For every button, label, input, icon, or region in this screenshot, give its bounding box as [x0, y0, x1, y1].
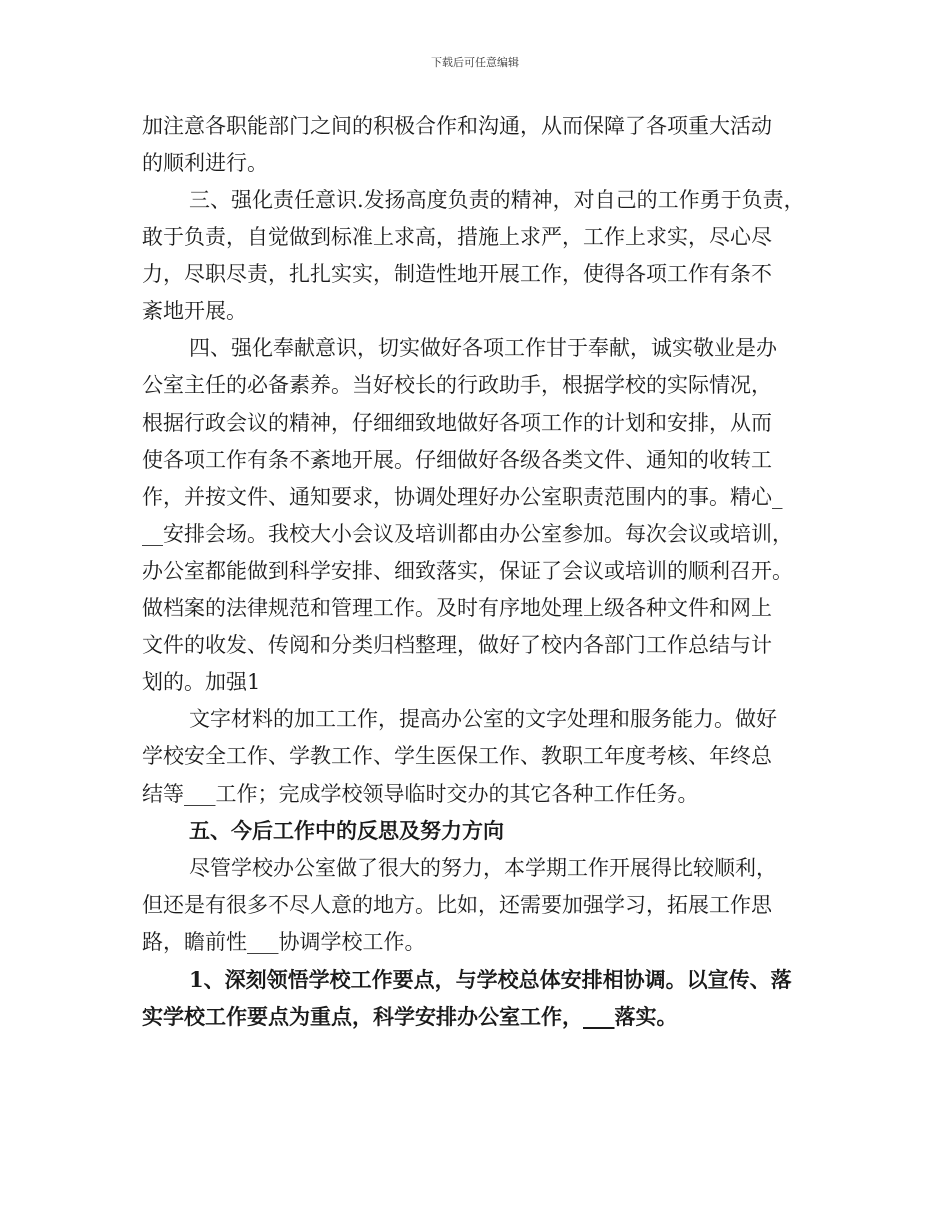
body-line: 但还是有很多不尽人意的地方。比如，还需要加强学习，拓展工作思 — [142, 893, 772, 917]
body-line: 文字材料的加工工作，提高办公室的文字处理和服务能力。做好 — [189, 707, 777, 731]
body-line: 划的。加强1 — [142, 670, 261, 694]
body-line: __安排会场。我校大小会议及培训都由办公室参加。每次会议或培训， — [142, 522, 793, 546]
body-line: 作，并按文件、通知要求，协调处理好办公室职责范围内的事。精心_ — [142, 485, 783, 509]
section-four-line: 四、强化奉献意识，切实做好各项工作甘于奉献，诚实敬业是办 — [189, 336, 777, 360]
body-line: 尽管学校办公室做了很大的努力，本学期工作开展得比较顺利， — [189, 856, 777, 880]
body-line: 路，瞻前性___协调学校工作。 — [142, 930, 426, 954]
body-line: 使各项工作有条不紊地开展。仔细做好各级各类文件、通知的收转工 — [142, 448, 772, 472]
body-line: 敢于负责，自觉做到标准上求高，措施上求严，工作上求实，尽心尽 — [142, 225, 772, 249]
body-line: 力，尽职尽责，扎扎实实，制造性地开展工作，使得各项工作有条不 — [142, 262, 772, 286]
body-line: 学校安全工作、学教工作、学生医保工作、教职工年度考核、年终总 — [142, 744, 772, 768]
body-line: 公室主任的必备素养。当好校长的行政助手，根据学校的实际情况， — [142, 373, 772, 397]
body-line: 的顺利进行。 — [142, 151, 268, 175]
body-line: 做档案的法律规范和管理工作。及时有序地处理上级各种文件和网上 — [142, 596, 772, 620]
body-line: 办公室都能做到科学安排、细致落实，保证了会议或培训的顺利召开。 — [142, 559, 793, 583]
point-one-line: 实学校工作要点为重点，科学安排办公室工作，___落实。 — [142, 1004, 678, 1029]
body-line: 根据行政会议的精神，仔细细致地做好各项工作的计划和安排，从而 — [142, 411, 772, 435]
body-line: 加注意各职能部门之间的积极合作和沟通，从而保障了各项重大活动 — [142, 114, 772, 138]
section-three-line: 三、强化责任意识.发扬高度负责的精神，对自己的工作勇于负责， — [189, 188, 805, 212]
body-line: 结等___工作；完成学校领导临时交办的其它各种工作任务。 — [142, 782, 699, 806]
page-header: 下载后可任意编辑 — [431, 56, 519, 69]
section-five-heading: 五、今后工作中的反思及努力方向 — [189, 818, 504, 843]
body-line: 紊地开展。 — [142, 299, 247, 323]
body-line: 文件的收发、传阅和分类归档整理，做好了校内各部门工作总结与计 — [142, 633, 772, 657]
point-one-line: 1、深刻领悟学校工作要点，与学校总体安排相协调。以宣传、落 — [189, 967, 792, 992]
